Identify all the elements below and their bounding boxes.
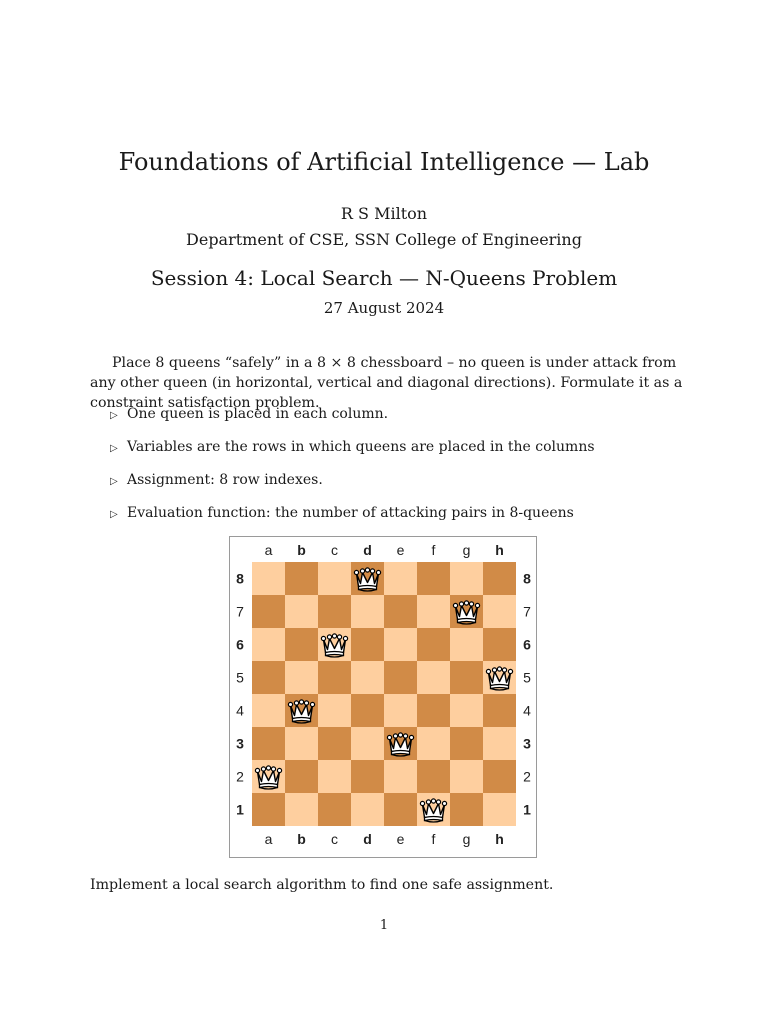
- queen-tip: [277, 768, 281, 772]
- queen-tip: [403, 734, 407, 738]
- board-square: [318, 661, 351, 694]
- board-square: [450, 793, 483, 826]
- rank-label-right: 4: [523, 702, 531, 719]
- document-title: Foundations of Artificial Intelligence — Lab: [118, 148, 650, 176]
- board-square: [450, 760, 483, 793]
- file-label-bottom: f: [431, 831, 436, 847]
- queen-tip: [304, 701, 308, 705]
- rank-label-right: 8: [523, 570, 531, 587]
- rank-label-left: 7: [236, 603, 244, 620]
- board-square: [252, 661, 285, 694]
- queen-base: [293, 718, 311, 722]
- board-square: [285, 595, 318, 628]
- queen-tip: [442, 801, 446, 805]
- board-square: [417, 595, 450, 628]
- rank-label-left: 2: [236, 768, 244, 785]
- queen-tip: [475, 603, 479, 607]
- closing-text: Implement a local search algorithm to find one safe assignment.: [90, 877, 554, 893]
- rank-label-left: 3: [236, 735, 244, 752]
- queen-tip: [486, 669, 490, 673]
- queen-tip: [360, 569, 364, 573]
- author-affiliation: Department of CSE, SSN College of Engineering: [186, 230, 582, 249]
- file-label-top: a: [264, 542, 273, 558]
- queen-tip: [310, 702, 314, 706]
- board-square: [252, 628, 285, 661]
- board-square: [417, 793, 450, 826]
- queen-tip: [354, 570, 358, 574]
- file-label-bottom: d: [363, 831, 372, 847]
- file-label-bottom: h: [495, 831, 504, 847]
- chessboard: [230, 537, 536, 857]
- bullet-text: Assignment: 8 row indexes.: [127, 472, 323, 488]
- rank-label-right: 7: [523, 603, 531, 620]
- queen-tip: [492, 668, 496, 672]
- bullet-text: One queen is placed in each column.: [127, 406, 389, 422]
- board-square: [417, 661, 450, 694]
- document-date: 27 August 2024: [323, 299, 445, 317]
- board-square: [285, 661, 318, 694]
- queen-tip: [343, 636, 347, 640]
- queen-tip: [266, 766, 270, 770]
- board-square: [285, 628, 318, 661]
- board-square: [450, 694, 483, 727]
- board-square: [417, 727, 450, 760]
- board-square: [351, 760, 384, 793]
- board-square: [252, 727, 285, 760]
- file-label-bottom: e: [396, 831, 405, 847]
- board-square: [318, 727, 351, 760]
- queen-tip: [426, 800, 430, 804]
- rank-label-left: 5: [236, 669, 244, 686]
- board-square: [483, 595, 516, 628]
- file-label-top: g: [462, 542, 471, 558]
- board-square: [318, 628, 351, 661]
- board-square: [318, 694, 351, 727]
- rank-label-left: 8: [236, 570, 244, 587]
- board-square: [450, 727, 483, 760]
- queen-tip: [497, 667, 501, 671]
- file-label-top: e: [396, 542, 405, 558]
- board-square: [384, 562, 417, 595]
- queen-tip: [370, 569, 374, 573]
- board-square: [351, 727, 384, 760]
- file-label-top: h: [495, 542, 504, 558]
- queen-tip: [337, 635, 341, 639]
- bullet-item: [110, 437, 595, 470]
- board-square: [450, 628, 483, 661]
- queen-base: [491, 685, 509, 689]
- board-square: [483, 760, 516, 793]
- board-square: [351, 595, 384, 628]
- board-square: [252, 595, 285, 628]
- bullet-text: Variables are the rows in which queens are placed in the columns: [127, 439, 595, 455]
- queen-tip: [365, 568, 369, 572]
- problem-paragraph: Place 8 queens “safely” in a 8 × 8 chessboard – no queen is under attack from any other queen (in horizontal, vertical and diagonal directions). Formulate it as a constraint satisfaction problem.: [90, 355, 683, 411]
- board-square: [285, 562, 318, 595]
- queen-tip: [453, 603, 457, 607]
- triangle-bullet-icon: ▷: [110, 509, 118, 520]
- board-square: [417, 760, 450, 793]
- queen-tip: [261, 767, 265, 771]
- bullet-list: [110, 404, 595, 536]
- board-square: [384, 595, 417, 628]
- rank-label-right: 1: [523, 801, 531, 818]
- board-square: [384, 694, 417, 727]
- board-square: [318, 760, 351, 793]
- queen-tip: [393, 734, 397, 738]
- queen-tip: [299, 700, 303, 704]
- board-square: [351, 694, 384, 727]
- queen-tip: [327, 635, 331, 639]
- queen-tip: [469, 602, 473, 606]
- board-square: [252, 694, 285, 727]
- board-square: [483, 727, 516, 760]
- queen-tip: [332, 634, 336, 638]
- file-label-bottom: a: [264, 831, 273, 847]
- board-square: [483, 661, 516, 694]
- board-square: [450, 595, 483, 628]
- queen-tip: [436, 800, 440, 804]
- rank-label-right: 5: [523, 669, 531, 686]
- rank-label-left: 4: [236, 702, 244, 719]
- queen-tip: [420, 801, 424, 805]
- file-label-bottom: b: [297, 831, 306, 847]
- rank-label-right: 2: [523, 768, 531, 785]
- board-square: [450, 562, 483, 595]
- queen-tip: [398, 733, 402, 737]
- session-heading: Session 4: Local Search — N-Queens Problem: [150, 266, 618, 290]
- board-square: [483, 694, 516, 727]
- triangle-bullet-icon: ▷: [110, 476, 118, 487]
- queen-base: [260, 784, 278, 788]
- board-square: [483, 562, 516, 595]
- file-label-top: b: [297, 542, 306, 558]
- triangle-bullet-icon: ▷: [110, 443, 118, 454]
- board-square: [483, 793, 516, 826]
- file-label-top: c: [331, 542, 338, 558]
- queen-base: [326, 652, 344, 656]
- board-square: [318, 595, 351, 628]
- bullet-item: [110, 503, 595, 536]
- board-square: [351, 793, 384, 826]
- board-square: [252, 760, 285, 793]
- queen-base: [392, 751, 410, 755]
- rank-label-right: 3: [523, 735, 531, 752]
- board-square: [252, 562, 285, 595]
- board-square: [450, 661, 483, 694]
- board-square: [417, 562, 450, 595]
- chessboard-figure: [229, 536, 537, 858]
- board-square: [318, 793, 351, 826]
- board-square: [384, 760, 417, 793]
- rank-label-left: 1: [236, 801, 244, 818]
- author-name: R S Milton: [340, 204, 428, 223]
- board-square: [285, 727, 318, 760]
- queen-tip: [376, 570, 380, 574]
- board-square: [351, 562, 384, 595]
- board-square: [252, 793, 285, 826]
- queen-base: [425, 817, 443, 821]
- queen-tip: [409, 735, 413, 739]
- queen-tip: [387, 735, 391, 739]
- queen-tip: [288, 702, 292, 706]
- board-square: [384, 661, 417, 694]
- queen-tip: [464, 601, 468, 605]
- rank-label-left: 6: [236, 636, 244, 653]
- queen-tip: [271, 767, 275, 771]
- board-square: [417, 628, 450, 661]
- queen-tip: [431, 799, 435, 803]
- board-square: [285, 760, 318, 793]
- rank-label-right: 6: [523, 636, 531, 653]
- board-square: [384, 628, 417, 661]
- bullet-item: [110, 470, 595, 503]
- queen-base: [359, 586, 377, 590]
- board-square: [351, 661, 384, 694]
- board-square: [285, 694, 318, 727]
- page-number: 1: [379, 918, 389, 933]
- board-square: [318, 562, 351, 595]
- file-label-top: d: [363, 542, 372, 558]
- queen-tip: [502, 668, 506, 672]
- queen-tip: [321, 636, 325, 640]
- queen-base: [458, 619, 476, 623]
- board-square: [351, 628, 384, 661]
- bullet-text: Evaluation function: the number of attacking pairs in 8-queens: [127, 505, 574, 521]
- queen-tip: [255, 768, 259, 772]
- queen-tip: [508, 669, 512, 673]
- file-label-top: f: [431, 542, 436, 558]
- board-square: [483, 628, 516, 661]
- queen-tip: [459, 602, 463, 606]
- queen-tip: [294, 701, 298, 705]
- board-square: [417, 694, 450, 727]
- file-label-bottom: g: [462, 831, 471, 847]
- board-square: [384, 793, 417, 826]
- bullet-item: [110, 404, 595, 437]
- board-square: [285, 793, 318, 826]
- file-label-bottom: c: [331, 831, 338, 847]
- board-square: [384, 727, 417, 760]
- triangle-bullet-icon: ▷: [110, 410, 118, 421]
